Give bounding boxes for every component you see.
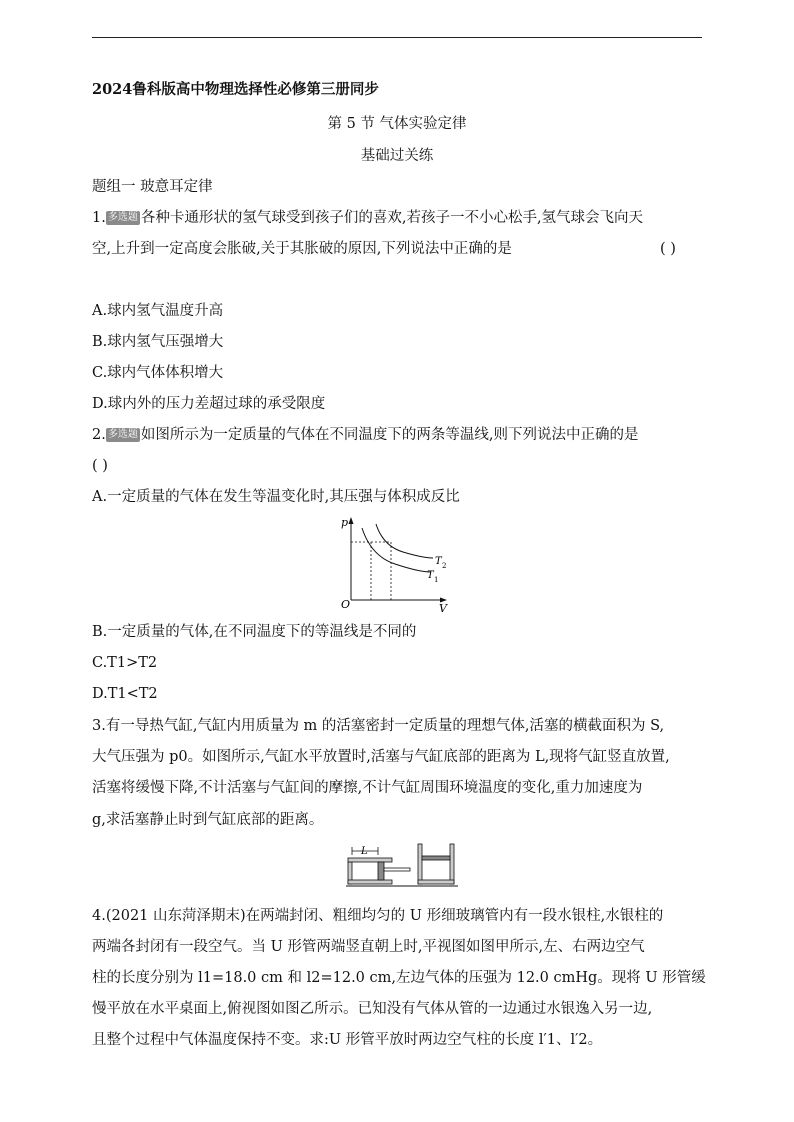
- graph-t2-label: T: [435, 556, 442, 567]
- question-4-line-2: 两端各封闭有一段空气。当 U 形管两端竖直朝上时,平视图如图甲所示,左、右两边空气: [92, 939, 645, 955]
- question-3-line-3: 活塞将缓慢下降,不计活塞与气缸间的摩擦,不计气缸周围环境温度的变化,重力加速度为: [92, 780, 643, 796]
- question-1-text: 各种卡通形状的氢气球受到孩子们的喜欢,若孩子一不小心松手,氢气球会飞向天: [140, 210, 644, 226]
- question-2-number: 2.: [92, 427, 106, 443]
- group-title: 题组一 玻意耳定律: [92, 179, 213, 195]
- question-2-line-1: [92, 425, 638, 445]
- question-1-line-2: 空,上升到一定高度会胀破,关于其胀破的原因,下列说法中正确的是: [92, 241, 512, 257]
- graph-p-label: p: [341, 516, 349, 529]
- graph-t1-label: T: [427, 570, 434, 581]
- graph-v-label: V: [439, 602, 447, 614]
- graph-t2-subscript: 2: [442, 562, 447, 570]
- isotherm-graph: [335, 514, 455, 614]
- question-3-line-1: 3.有一导热气缸,气缸内用质量为 m 的活塞密封一定质量的理想气体,活塞的横截面积为 S,: [92, 718, 665, 734]
- question-3-line-4: g,求活塞静止时到气缸底部的距离。: [92, 812, 324, 828]
- question-1-number: 1.: [92, 210, 106, 226]
- question-1-line-1: [92, 208, 643, 228]
- cylinder-figure: [346, 842, 458, 888]
- question-4-line-5: 且整个过程中气体温度保持不变。求:U 形管平放时两边空气柱的长度 l′1、l′2。: [92, 1032, 603, 1048]
- multi-choice-badge: 多选题: [107, 212, 138, 223]
- question-1-option-c: C.球内气体体积增大: [92, 365, 224, 381]
- question-4-line-4: 慢平放在水平桌面上,俯视图如图乙所示。已知没有气体从管的一边通过水银逸入另一边,: [92, 1001, 653, 1017]
- question-1-option-b: B.球内氢气压强增大: [92, 334, 224, 350]
- question-4-line-3: 柱的长度分别为 l1=18.0 cm 和 l2=12.0 cm,左边气体的压强为 12.0 cmHg。现将 U 形管缓: [92, 970, 706, 986]
- question-1-answer-paren: ( ): [660, 241, 676, 257]
- question-2-option-b: B.一定质量的气体,在不同温度下的等温线是不同的: [92, 624, 417, 640]
- subsection-title: 基础过关练: [360, 148, 434, 164]
- question-2-option-c: C.T1>T2: [92, 655, 158, 671]
- question-3-line-2: 大气压强为 p0。如图所示,气缸水平放置时,活塞与气缸底部的距离为 L,现将气缸竖直放置,: [92, 749, 670, 765]
- multi-choice-badge: 多选题: [107, 429, 138, 440]
- header-rule: [92, 37, 702, 38]
- section-title: 第 5 节 气体实验定律: [327, 116, 467, 132]
- question-2-answer-paren: ( ): [92, 458, 108, 474]
- question-2-text: 如图所示为一定质量的气体在不同温度下的两条等温线,则下列说法中正确的是: [140, 427, 639, 443]
- question-1-option-d: D.球内外的压力差超过球的承受限度: [92, 396, 326, 412]
- question-1-option-a: A.球内氢气温度升高: [92, 303, 224, 319]
- question-4-line-1: 4.(2021 山东菏泽期末)在两端封闭、粗细均匀的 U 形细玻璃管内有一段水银柱,水银柱的: [92, 908, 664, 924]
- cylinder-length-label: L: [361, 846, 368, 857]
- question-2-option-a: A.一定质量的气体在发生等温变化时,其压强与体积成反比: [92, 489, 460, 505]
- question-2-option-d: D.T1<T2: [92, 686, 158, 702]
- graph-origin-label: O: [341, 598, 351, 611]
- document-title: 2024鲁科版高中物理选择性必修第三册同步: [92, 81, 379, 98]
- graph-t1-subscript: 1: [434, 576, 439, 584]
